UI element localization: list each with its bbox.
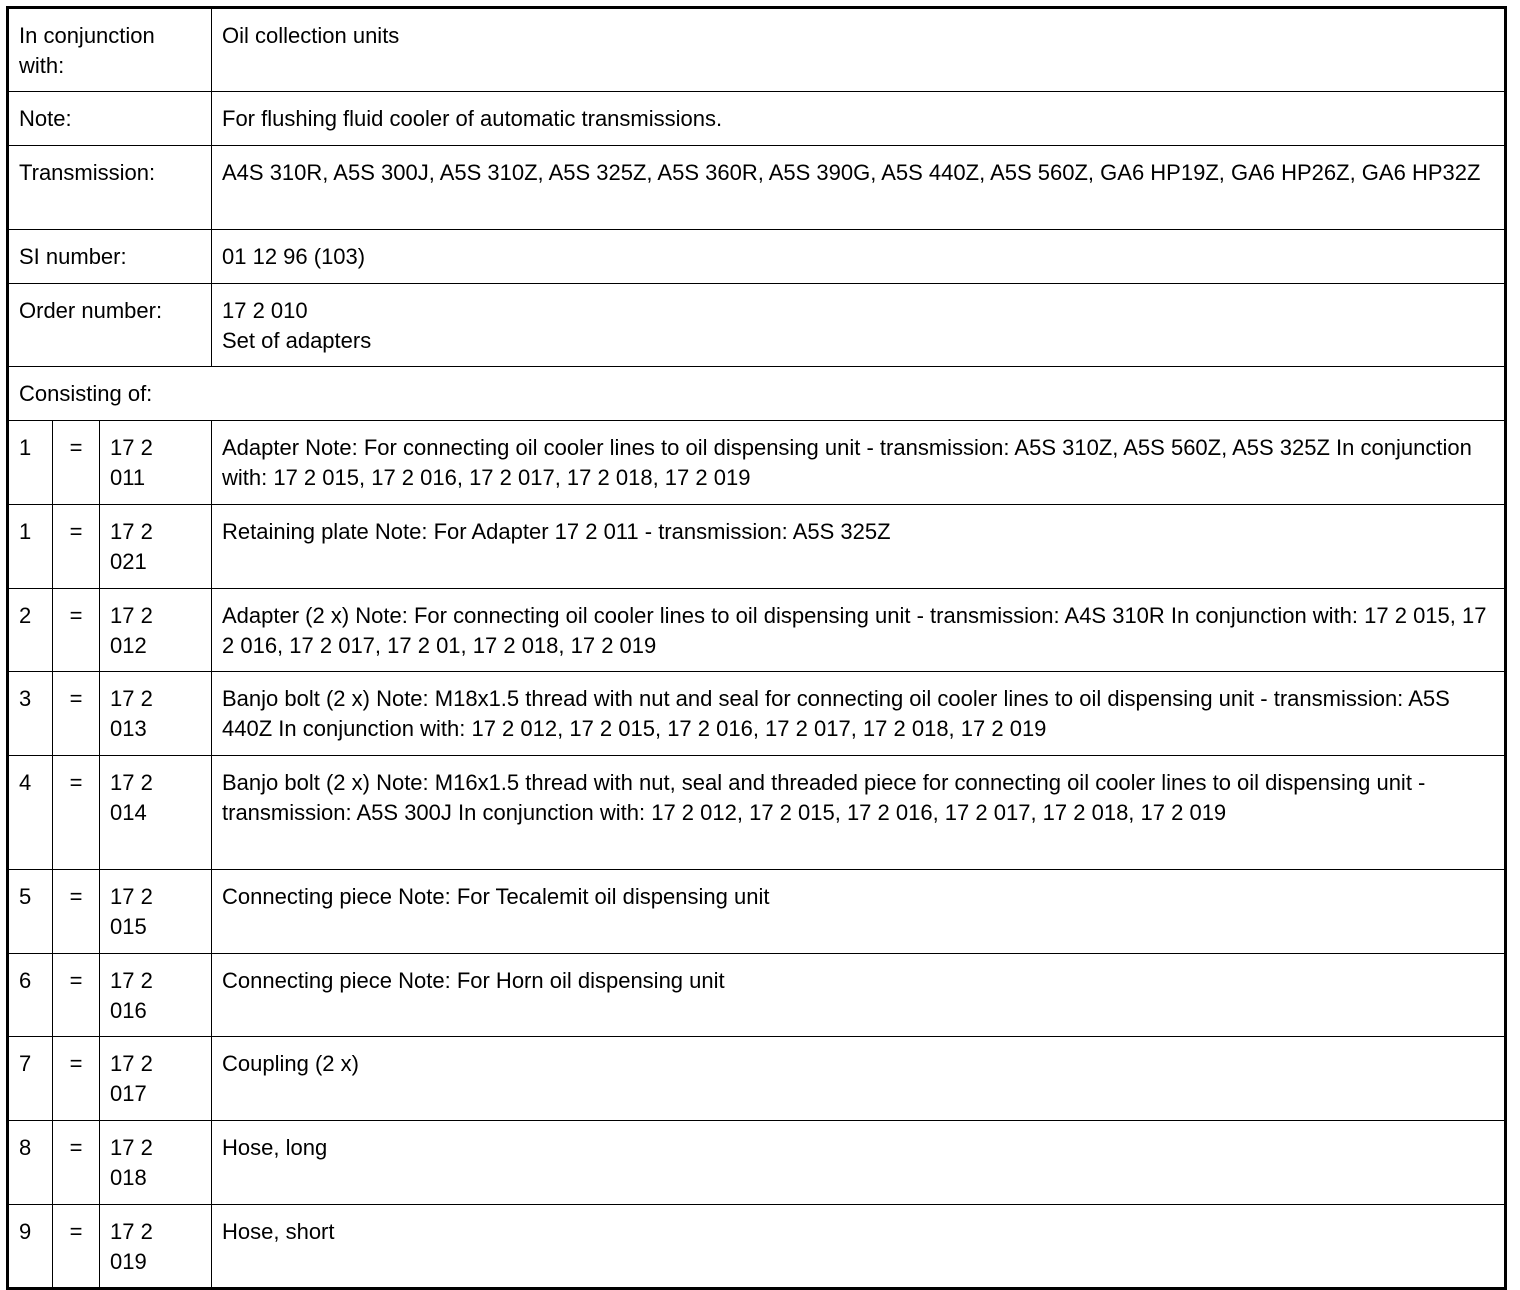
item-description: Connecting piece Note: For Tecalemit oil dispensing unit: [212, 870, 1506, 954]
item-quantity: 9: [8, 1205, 53, 1289]
item-description: Connecting piece Note: For Horn oil dispensing unit: [212, 954, 1506, 1037]
item-quantity: 1: [8, 421, 53, 505]
item-part-number: 17 2 016: [100, 954, 212, 1037]
item-quantity: 8: [8, 1121, 53, 1205]
item-row: [8, 1205, 1506, 1289]
item-quantity: 7: [8, 1037, 53, 1121]
item-row: [8, 756, 1506, 870]
item-equals-sign: =: [53, 505, 100, 589]
item-part-number: 17 2 021: [100, 505, 212, 589]
row-consisting-of: [8, 367, 1506, 421]
value-note: For flushing fluid cooler of automatic transmissions.: [212, 92, 1506, 146]
item-quantity: 6: [8, 954, 53, 1037]
item-equals-sign: =: [53, 954, 100, 1037]
item-quantity: 1: [8, 505, 53, 589]
item-part-number: 17 2 018: [100, 1121, 212, 1205]
label-order-number: Order number:: [8, 284, 212, 367]
item-description: Hose, long: [212, 1121, 1506, 1205]
row-transmission: [8, 146, 1506, 230]
value-transmission: A4S 310R, A5S 300J, A5S 310Z, A5S 325Z, A5S 360R, A5S 390G, A5S 440Z, A5S 560Z, GA6 HP19Z, GA6 HP26Z, GA6 HP32Z: [212, 146, 1506, 230]
label-note: Note:: [8, 92, 212, 146]
label-transmission: Transmission:: [8, 146, 212, 230]
label-si-number: SI number:: [8, 230, 212, 284]
item-part-number: 17 2 011: [100, 421, 212, 505]
item-description: Retaining plate Note: For Adapter 17 2 011 - transmission: A5S 325Z: [212, 505, 1506, 589]
item-description: Adapter (2 x) Note: For connecting oil cooler lines to oil dispensing unit - transmission: A4S 310R In conjunction with: 17 2 015, 17 2 016, 17 2 017, 17 2 01, 17 2 018, 17 2 019: [212, 589, 1506, 672]
item-description: Coupling (2 x): [212, 1037, 1506, 1121]
item-equals-sign: =: [53, 589, 100, 672]
item-part-number: 17 2 013: [100, 672, 212, 756]
item-row: [8, 672, 1506, 756]
label-in-conjunction-with: In conjunction with:: [8, 8, 212, 92]
item-equals-sign: =: [53, 672, 100, 756]
item-part-number: 17 2 014: [100, 756, 212, 870]
item-equals-sign: =: [53, 1205, 100, 1289]
item-row: [8, 870, 1506, 954]
item-description: Hose, short: [212, 1205, 1506, 1289]
value-in-conjunction-with: Oil collection units: [212, 8, 1506, 92]
value-si-number: 01 12 96 (103): [212, 230, 1506, 284]
row-si-number: [8, 230, 1506, 284]
item-row: [8, 505, 1506, 589]
item-part-number: 17 2 012: [100, 589, 212, 672]
item-quantity: 2: [8, 589, 53, 672]
item-row: [8, 421, 1506, 505]
item-equals-sign: =: [53, 421, 100, 505]
row-in-conjunction-with: [8, 8, 1506, 92]
item-quantity: 5: [8, 870, 53, 954]
item-equals-sign: =: [53, 756, 100, 870]
order-number-code: 17 2 010: [222, 298, 308, 323]
item-part-number: 17 2 019: [100, 1205, 212, 1289]
item-part-number: 17 2 015: [100, 870, 212, 954]
item-row: [8, 954, 1506, 1037]
item-row: [8, 1037, 1506, 1121]
item-quantity: 4: [8, 756, 53, 870]
item-row: [8, 589, 1506, 672]
row-order-number: [8, 284, 1506, 367]
item-description: Banjo bolt (2 x) Note: M16x1.5 thread with nut, seal and threaded piece for connecting oil cooler lines to oil dispensing unit - transmission: A5S 300J In conjunction with: 17 2 012, 17 2 015, 17 2 016, 17 2 017, 17 2 018, 17 2 019: [212, 756, 1506, 870]
value-order-number: [212, 284, 1506, 367]
label-consisting-of: Consisting of:: [8, 367, 1506, 421]
item-part-number: 17 2 017: [100, 1037, 212, 1121]
item-quantity: 3: [8, 672, 53, 756]
order-number-description: Set of adapters: [222, 328, 372, 353]
item-equals-sign: =: [53, 1037, 100, 1121]
item-description: Adapter Note: For connecting oil cooler lines to oil dispensing unit - transmission: A5S 310Z, A5S 560Z, A5S 325Z In conjunction with: 17 2 015, 17 2 016, 17 2 017, 17 2 018, 17 2 019: [212, 421, 1506, 505]
item-row: [8, 1121, 1506, 1205]
item-description: Banjo bolt (2 x) Note: M18x1.5 thread with nut and seal for connecting oil cooler lines to oil dispensing unit - transmission: A5S 440Z In conjunction with: 17 2 012, 17 2 015, 17 2 016, 17 2 017, 17 2 018, 17 2 019: [212, 672, 1506, 756]
special-tool-spec-table: [6, 6, 1507, 1290]
row-note: [8, 92, 1506, 146]
item-equals-sign: =: [53, 1121, 100, 1205]
item-equals-sign: =: [53, 870, 100, 954]
